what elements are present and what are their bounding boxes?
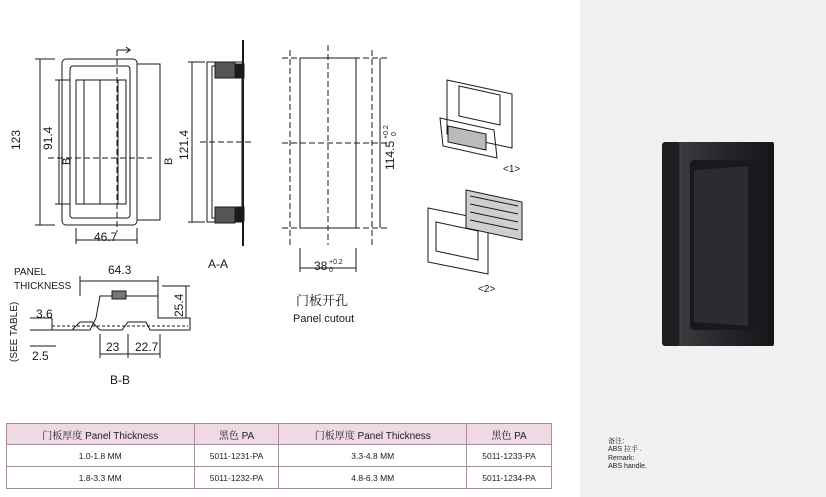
table-cell: 1.8-3.3 MM: [7, 467, 195, 489]
table-cell: 1.0-1.8 MM: [7, 445, 195, 467]
dim-2-5: 2.5: [32, 349, 49, 363]
cutout-label-cn: 门板开孔: [296, 293, 349, 308]
dim-38-tol-lower: 0: [329, 267, 333, 274]
table-cell: 3.3-4.8 MM: [279, 445, 467, 467]
dim-64-3: 64.3: [108, 263, 132, 277]
header-panel-thickness-1: 门板厚度 Panel Thickness: [7, 424, 195, 445]
dim-121-4: 121.4: [177, 129, 191, 160]
view-label-2: <2>: [478, 284, 496, 295]
dim-114-5-tol-lower: 0: [391, 132, 398, 136]
table-cell: 5011-1232-PA: [194, 467, 279, 489]
dim-38: 38: [314, 259, 328, 273]
isometric-view-1: [440, 80, 512, 158]
dim-91-4: 91.4: [41, 126, 55, 150]
dim-46-7: 46.7: [94, 230, 118, 244]
table-row: [7, 467, 552, 489]
see-table-label: (SEE TABLE): [9, 301, 20, 362]
remark-text-en: ABS handle.: [608, 462, 647, 470]
dim-23: 23: [106, 340, 120, 354]
spec-table: [6, 423, 552, 489]
header-black-pa-1: 黑色 PA: [194, 424, 279, 445]
cutout-label-en: Panel cutout: [293, 313, 355, 325]
table-cell: 4.8-6.3 MM: [279, 467, 467, 489]
product-photo-panel: [580, 0, 826, 497]
table-cell: 5011-1231-PA: [194, 445, 279, 467]
panel-cutout-view: [282, 45, 390, 272]
product-photo: [580, 0, 826, 497]
table-row: [7, 445, 552, 467]
isometric-view-2: [428, 190, 522, 274]
section-mark-b-left: B: [61, 157, 73, 165]
table-cell: 5011-1233-PA: [467, 445, 552, 467]
table-header-row: [7, 424, 552, 445]
dim-123: 123: [9, 129, 23, 150]
view-label-1: <1>: [503, 164, 521, 175]
header-panel-thickness-2: 门板厚度 Panel Thickness: [279, 424, 467, 445]
dim-114-5: 114.5: [383, 140, 397, 170]
dim-25-4: 25.4: [172, 293, 186, 317]
dim-3-6: 3.6: [36, 307, 53, 321]
remark-label-cn: 备注：: [608, 438, 629, 445]
panel-label-1: PANEL: [14, 267, 47, 278]
dim-38-tol-upper: +0.2: [329, 259, 343, 266]
table-cell: 5011-1234-PA: [467, 467, 552, 489]
remark-notes: [608, 438, 647, 471]
section-mark-b-right: B: [163, 157, 175, 165]
header-black-pa-2: 黑色 PA: [467, 424, 552, 445]
dim-22-7: 22.7: [135, 340, 159, 354]
panel-label-2: THICKNESS: [14, 281, 72, 292]
label-a-a: A-A: [208, 257, 229, 271]
label-b-b: B-B: [110, 373, 131, 387]
section-a-a-view: [188, 40, 252, 246]
dim-114-5-tol-upper: +0.2: [383, 125, 390, 139]
remark-text-cn: ABS 拉手 .: [608, 446, 642, 454]
remark-label-en: Remark:: [608, 454, 635, 462]
